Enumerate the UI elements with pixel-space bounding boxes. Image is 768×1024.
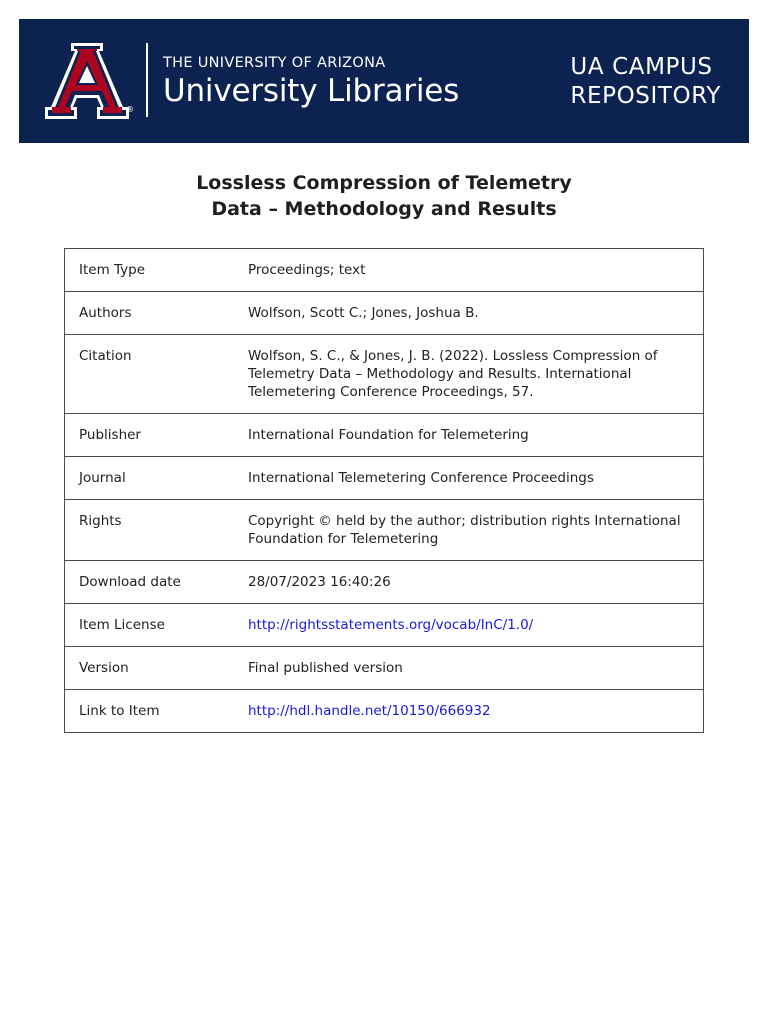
metadata-row — [65, 249, 704, 292]
metadata-label: Citation — [65, 335, 235, 414]
metadata-row — [65, 292, 704, 335]
metadata-value-cell — [234, 249, 704, 292]
metadata-row — [65, 335, 704, 414]
metadata-row — [65, 647, 704, 690]
metadata-value-cell — [234, 561, 704, 604]
repository-name — [570, 53, 721, 111]
metadata-label: Authors — [65, 292, 235, 335]
title-line-2: Data – Methodology and Results — [211, 198, 557, 220]
metadata-row — [65, 457, 704, 500]
metadata-value: Final published version — [248, 660, 403, 676]
university-arizona-logo-icon — [43, 43, 131, 119]
metadata-link[interactable]: http://rightsstatements.org/vocab/InC/1.0/ — [248, 617, 534, 633]
document-title — [64, 170, 704, 222]
metadata-value: 28/07/2023 16:40:26 — [248, 574, 391, 590]
metadata-label: Download date — [65, 561, 235, 604]
metadata-label: Item Type — [65, 249, 235, 292]
metadata-value: Copyright © held by the author; distribution rights International Foundation for Telemetering — [248, 513, 681, 547]
metadata-row — [65, 604, 704, 647]
header-banner — [19, 19, 749, 143]
metadata-value-cell — [234, 335, 704, 414]
metadata-label: Link to Item — [65, 690, 235, 733]
metadata-label: Version — [65, 647, 235, 690]
metadata-value: Proceedings; text — [248, 262, 366, 278]
metadata-label: Item License — [65, 604, 235, 647]
metadata-value: International Telemetering Conference Proceedings — [248, 470, 594, 486]
metadata-value-cell — [234, 500, 704, 561]
repository-line-1: UA CAMPUS — [570, 54, 713, 80]
banner-divider — [146, 43, 148, 117]
title-line-1: Lossless Compression of Telemetry — [196, 172, 572, 194]
metadata-value: Wolfson, S. C., & Jones, J. B. (2022). Lossless Compression of Telemetry Data – Methodology and Results. International Telemetering Conference Proceedings, 57. — [248, 348, 658, 400]
metadata-link[interactable]: http://hdl.handle.net/10150/666932 — [248, 703, 491, 719]
metadata-row — [65, 561, 704, 604]
metadata-value: International Foundation for Telemetering — [248, 427, 529, 443]
metadata-value-cell — [234, 604, 704, 647]
repository-line-2: REPOSITORY — [570, 83, 721, 109]
metadata-label: Rights — [65, 500, 235, 561]
metadata-value-cell — [234, 414, 704, 457]
metadata-value-cell — [234, 457, 704, 500]
metadata-value-cell — [234, 647, 704, 690]
metadata-row — [65, 690, 704, 733]
metadata-row — [65, 414, 704, 457]
metadata-row — [65, 500, 704, 561]
university-name: THE UNIVERSITY OF ARIZONA — [163, 55, 386, 71]
metadata-value: Wolfson, Scott C.; Jones, Joshua B. — [248, 305, 479, 321]
metadata-label: Publisher — [65, 414, 235, 457]
libraries-name: University Libraries — [163, 73, 460, 109]
metadata-value-cell — [234, 292, 704, 335]
metadata-value-cell — [234, 690, 704, 733]
metadata-table — [64, 248, 704, 733]
metadata-label: Journal — [65, 457, 235, 500]
registered-mark: ® — [126, 105, 134, 114]
